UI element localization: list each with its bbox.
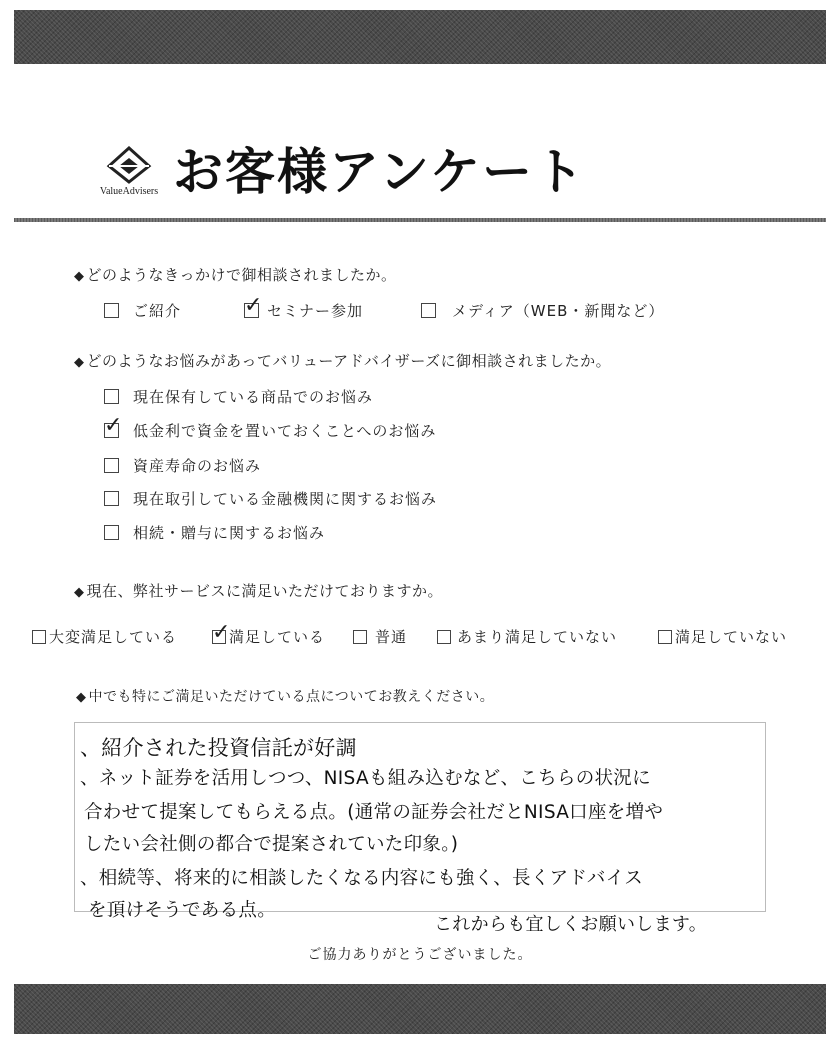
checkbox-icon[interactable]: [353, 630, 367, 644]
company-logo: [84, 146, 174, 202]
checkbox-icon[interactable]: [104, 389, 119, 404]
checkbox-icon[interactable]: [104, 303, 119, 318]
checkmark-icon: ✓: [244, 293, 264, 318]
value-advisers-logo-icon: [106, 146, 152, 184]
q2-option-asset-longevity[interactable]: [104, 455, 261, 476]
question-4-text: 中でも特にご満足いただけている点についてお教えください。: [88, 689, 495, 705]
question-1: [74, 264, 397, 285]
answer-line-6: を頂けそうである点。: [88, 900, 277, 921]
top-dark-band: [14, 10, 826, 64]
q3-option-label: 大変満足している: [49, 628, 178, 646]
checkbox-icon[interactable]: [104, 458, 119, 473]
q3-option-neutral[interactable]: [353, 626, 407, 647]
checkbox-icon[interactable]: [212, 619, 232, 645]
diamond-bullet-icon: ◆: [74, 585, 85, 600]
q3-option-not-satisfied[interactable]: [658, 626, 787, 647]
checkmark-icon: ✓: [212, 619, 232, 645]
checkbox-icon[interactable]: [244, 293, 264, 318]
question-2-text: どのようなお悩みがあってバリューアドバイザーズに御相談されましたか。: [86, 352, 612, 370]
q1-option-referral[interactable]: [104, 300, 181, 321]
checkbox-icon[interactable]: [32, 630, 46, 644]
q3-option-label: 満足している: [229, 628, 326, 646]
question-4: [76, 686, 494, 706]
checkbox-icon[interactable]: [104, 525, 119, 540]
q3-option-very-satisfied[interactable]: [32, 626, 177, 647]
q3-option-satisfied[interactable]: [212, 619, 326, 647]
checkbox-icon[interactable]: [658, 630, 672, 644]
q3-option-label: あまり満足していない: [457, 628, 618, 646]
q2-option-inheritance[interactable]: [104, 522, 325, 543]
q2-option-label: 低金利で資金を置いておくことへのお悩み: [133, 422, 437, 440]
answer-line-5: 、相続等、将来的に相談したくなる内容にも強く、長くアドバイス: [80, 868, 644, 889]
checkbox-icon[interactable]: [437, 630, 451, 644]
q2-option-label: 現在保有している商品でのお悩み: [133, 388, 374, 406]
q2-option-low-interest[interactable]: [104, 413, 437, 441]
bottom-dark-band: [14, 984, 826, 1034]
question-2: [74, 350, 611, 371]
q1-option-media[interactable]: [421, 300, 664, 321]
q2-option-current-holdings[interactable]: [104, 386, 373, 407]
checkbox-icon[interactable]: [421, 303, 436, 318]
q1-option-label: メディア（WEB・新聞など）: [452, 302, 665, 320]
page-title: お客様アンケート: [173, 143, 586, 201]
answer-line-2: 、ネット証券を活用しつつ、NISAも組み込むなど、こちらの状況に: [80, 768, 651, 789]
q2-option-label: 資産寿命のお悩み: [133, 457, 262, 475]
question-3-text: 現在、弊社サービスに満足いただけておりますか。: [86, 582, 444, 600]
diamond-bullet-icon: ◆: [74, 355, 85, 370]
answer-line-4: したい会社側の都合で提案されていた印象。): [84, 834, 459, 855]
diamond-bullet-icon: ◆: [74, 269, 85, 284]
question-3: [74, 580, 443, 601]
thanks-message: ご協力ありがとうございました。: [307, 947, 533, 963]
answer-closing: これからも宜しくお願いします。: [434, 914, 708, 935]
logo-text: ValueAdvisers: [99, 186, 159, 197]
q1-option-seminar[interactable]: [244, 293, 364, 321]
checkbox-icon[interactable]: [104, 413, 124, 438]
checkmark-icon: ✓: [104, 413, 124, 438]
q3-option-not-very-satisfied[interactable]: [437, 626, 617, 647]
q1-option-label: セミナー参加: [267, 302, 364, 320]
q3-option-label: 普通: [375, 628, 408, 646]
q2-option-financial-institution[interactable]: [104, 488, 437, 509]
answer-line-3: 合わせて提案してもらえる点。(通常の証券会社だとNISA口座を増や: [84, 802, 664, 823]
q3-option-label: 満足していない: [675, 628, 788, 646]
question-1-text: どのようなきっかけで御相談されましたか。: [86, 266, 397, 284]
header-divider: [14, 218, 826, 222]
answer-line-1: 、紹介された投資信託が好調: [80, 736, 357, 760]
q2-option-label: 現在取引している金融機関に関するお悩み: [133, 490, 438, 508]
diamond-bullet-icon: ◆: [76, 690, 87, 705]
q1-option-label: ご紹介: [133, 302, 182, 320]
checkbox-icon[interactable]: [104, 491, 119, 506]
q2-option-label: 相続・贈与に関するお悩み: [133, 524, 326, 542]
